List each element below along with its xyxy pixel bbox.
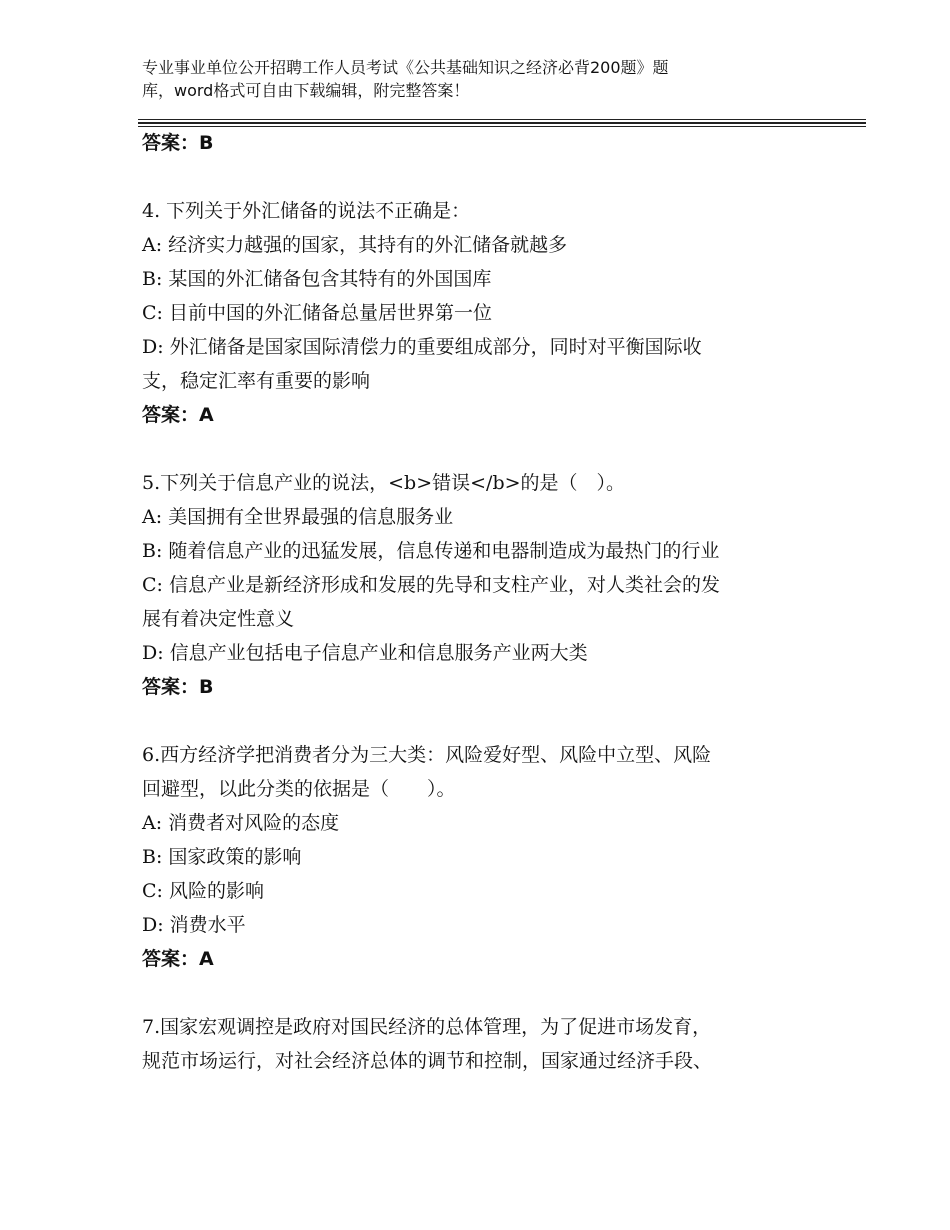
question-4-option-a: A: 经济实力越强的国家，其持有的外汇储备就越多 <box>142 234 568 256</box>
question-5-option-d: D: 信息产业包括电子信息产业和信息服务产业两大类 <box>142 642 588 664</box>
question-6-option-d: D: 消费水平 <box>142 914 246 936</box>
spacer <box>142 160 822 194</box>
question-6-option-a: A: 消费者对风险的态度 <box>142 812 340 834</box>
answer-q4: 答案：A <box>142 404 214 426</box>
question-4-stem: 4. 下列关于外汇储备的说法不正确是： <box>142 200 471 222</box>
document-body <box>142 126 822 1078</box>
spacer <box>142 976 822 1010</box>
document-header <box>142 56 782 102</box>
question-6-stem: 6.西方经济学把消费者分为三大类：风险爱好型、风险中立型、风险 <box>142 744 712 766</box>
question-5 <box>142 466 822 704</box>
question-4-option-b: B: 某国的外汇储备包含其特有的外国国库 <box>142 268 492 290</box>
question-5-option-c-cont: 展有着决定性意义 <box>142 608 295 630</box>
header-line-1: 专业事业单位公开招聘工作人员考试《公共基础知识之经济必背200题》题 <box>142 58 669 77</box>
question-7-stem-cont: 规范市场运行，对社会经济总体的调节和控制，国家通过经济手段、 <box>142 1050 713 1072</box>
question-5-option-b: B: 随着信息产业的迅猛发展，信息传递和电器制造成为最热门的行业 <box>142 540 720 562</box>
question-6-stem-cont: 回避型，以此分类的依据是（ ）。 <box>142 778 456 800</box>
header-line-2: 库，word格式可自由下载编辑，附完整答案！ <box>142 81 470 100</box>
question-5-option-a: A: 美国拥有全世界最强的信息服务业 <box>142 506 454 528</box>
question-4-option-d: D: 外汇储备是国家国际清偿力的重要组成部分，同时对平衡国际收 <box>142 336 702 358</box>
answer-q5: 答案：B <box>142 676 214 698</box>
question-4-option-c: C: 目前中国的外汇储备总量居世界第一位 <box>142 302 492 324</box>
question-5-option-c: C: 信息产业是新经济形成和发展的先导和支柱产业，对人类社会的发 <box>142 574 720 596</box>
question-5-stem: 5.下列关于信息产业的说法，<b>错误</b>的是（ ）。 <box>142 472 626 494</box>
spacer <box>142 432 822 466</box>
question-7 <box>142 1010 822 1078</box>
question-6 <box>142 738 822 976</box>
question-6-option-c: C: 风险的影响 <box>142 880 264 902</box>
header-rule-top <box>138 119 866 120</box>
answer-q3: 答案：B <box>142 132 214 154</box>
question-6-option-b: B: 国家政策的影响 <box>142 846 302 868</box>
question-7-stem: 7.国家宏观调控是政府对国民经济的总体管理，为了促进市场发育， <box>142 1016 712 1038</box>
question-4-option-d-cont: 支，稳定汇率有重要的影响 <box>142 370 371 392</box>
answer-q6: 答案：A <box>142 948 214 970</box>
question-4 <box>142 194 822 432</box>
spacer <box>142 704 822 738</box>
header-rule-middle <box>138 122 866 124</box>
